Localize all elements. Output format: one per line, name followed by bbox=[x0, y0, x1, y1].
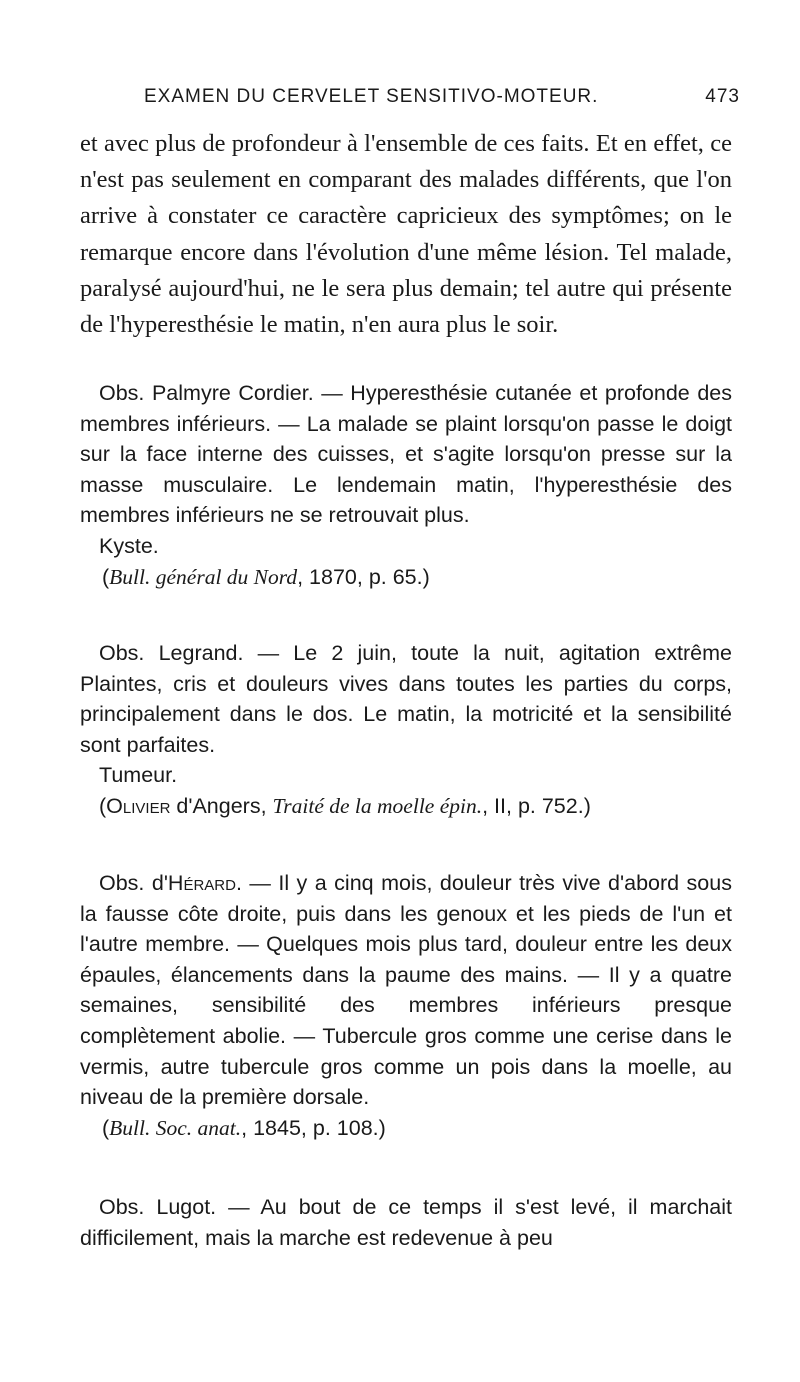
source-rest: , II, p. 752.) bbox=[482, 793, 591, 818]
observation-source bbox=[80, 791, 732, 822]
page-number: 473 bbox=[705, 86, 740, 107]
observation-legrand bbox=[80, 638, 732, 822]
observation-text: Obs. Legrand. — Le 2 juin, toute la nuit, agitation extrême Plaintes, cris et douleurs vives dans toutes les parties du corps, principalement dans le dos. Le matin, la motricité et la sensibilité sont parfaites. bbox=[80, 641, 732, 757]
running-title: EXAMEN DU CERVELET SENSITIVO-MOTEUR. bbox=[144, 86, 599, 107]
source-rest: , 1845, p. 108.) bbox=[241, 1115, 386, 1140]
observation-source bbox=[80, 562, 732, 593]
source-title: Traité de la moelle épin. bbox=[272, 793, 483, 818]
observation-author: Hérard bbox=[167, 871, 236, 895]
source-rest: , 1870, p. 65.) bbox=[297, 564, 430, 589]
observation-herard bbox=[80, 868, 732, 1143]
observation-finding: Kyste. bbox=[99, 533, 159, 558]
observation-body: . — Il y a cinq mois, douleur très vive d'abord sous la fausse côte droite, puis dans les genoux et les pieds de l'un et l'autre membre. — Quelques mois plus tard, douleur entre les deux épaules, élancements dans la paume des mains. — Il y a quatre semaines, sensibilité des membres inférieurs presque complètement abolie. — Tubercule gros comme une cerise dans le vermis, autre tubercule gros comme un pois dans la moelle, au niveau de la première dorsale. bbox=[80, 871, 732, 1110]
observation-source bbox=[80, 1113, 732, 1144]
observation-text bbox=[80, 868, 732, 1113]
lead-paragraph-block bbox=[80, 126, 732, 343]
observation-prefix: Obs. d' bbox=[99, 871, 168, 895]
source-open: ( bbox=[102, 564, 110, 589]
running-header bbox=[80, 86, 740, 110]
observation-finding: Tumeur. bbox=[99, 763, 178, 788]
observation-text: Obs. Palmyre Cordier. — Hyperesthésie cutanée et profonde des membres inférieurs. — La malade se plaint lorsqu'on passe le doigt sur la face interne des cuisses, et s'agite lorsqu'on presse sur la masse musculaire. Le lendemain matin, l'hyperesthésie des membres inférieurs ne se retrouvait plus. bbox=[80, 381, 732, 528]
source-title: Bull. Soc. anat. bbox=[109, 1115, 242, 1140]
source-author: (Olivier bbox=[99, 793, 171, 818]
observation-text: Obs. Lugot. — Au bout de ce temps il s'est levé, il marchait difficilement, mais la marche est redevenue à peu bbox=[80, 1195, 732, 1250]
observation-cordier bbox=[80, 378, 732, 592]
lead-paragraph: et avec plus de profondeur à l'ensemble de ces faits. Et en effet, ce n'est pas seulement en comparant des malades différents, que l'on arrive à constater ce caractère capricieux des symptômes; on le remarque encore dans l'évolution d'une même lésion. Tel malade, paralysé aujourd'hui, ne le sera plus demain; tel autre qui présente de l'hyperesthésie le matin, n'en aura plus le soir. bbox=[80, 130, 732, 339]
source-mid: d'Angers, bbox=[170, 793, 273, 818]
source-open: ( bbox=[102, 1115, 110, 1140]
source-title: Bull. général du Nord bbox=[109, 564, 298, 589]
observation-lugot bbox=[80, 1192, 732, 1253]
